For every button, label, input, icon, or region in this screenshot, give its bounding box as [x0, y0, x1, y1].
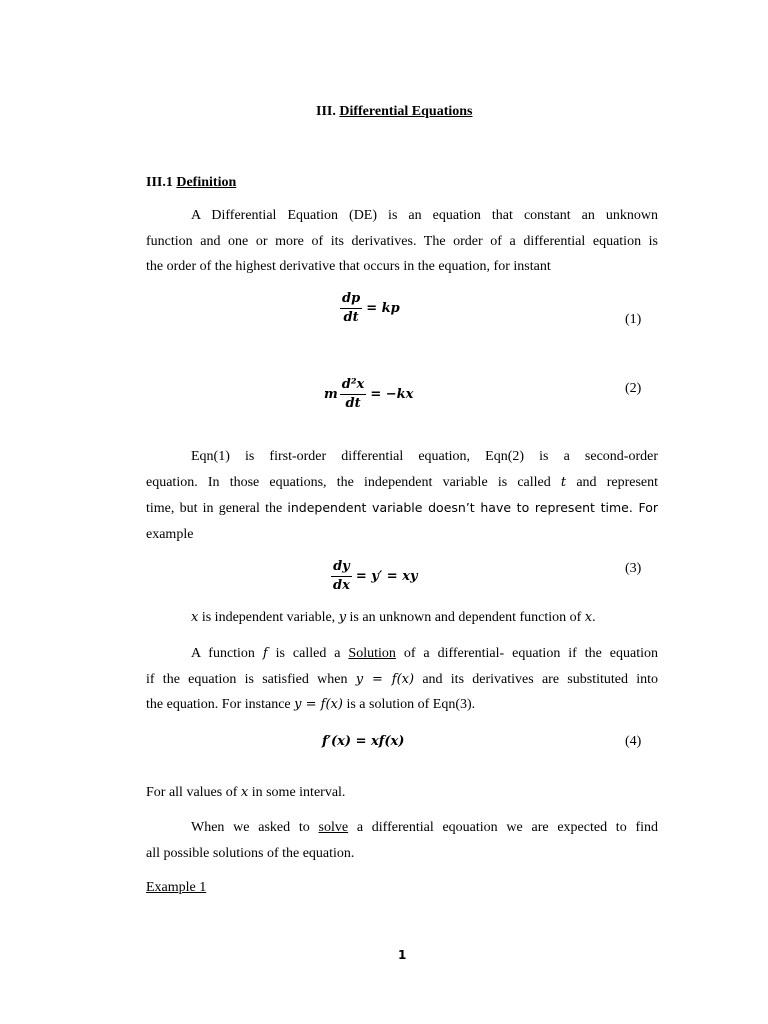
order-line-3-text-a: time, but in general the — [146, 501, 283, 516]
definition-line-3: the order of the highest derivative that occurs in the equation, for instant — [146, 259, 551, 274]
solve-line-1-text-b: a differential eqouation we are expected to find — [356, 820, 658, 835]
equation-4-label: (4) — [625, 734, 642, 749]
equation-1-fraction — [340, 292, 362, 324]
solve-line-1-text-a: When we asked to — [191, 820, 310, 835]
equation-4-expr: f′(x) = xf(x) — [322, 734, 405, 749]
variable-x-2: x — [584, 610, 593, 625]
order-line-2 — [146, 470, 658, 496]
page-number: 1 — [398, 948, 407, 962]
definition-line-1: A Differential Equation (DE) is an equation that constant an unknown — [191, 208, 658, 223]
variable-x: x — [191, 610, 199, 625]
variables-text-b: is an unknown and dependent function of — [349, 610, 582, 625]
equation-4 — [322, 734, 404, 749]
equation-1-label: (1) — [625, 312, 642, 327]
equation-2-label: (2) — [625, 381, 642, 396]
equation-3-numerator: dy — [331, 560, 352, 577]
equation-3-rhs: = y′ = xy — [355, 568, 418, 584]
section-number: III.1 — [146, 175, 173, 190]
equation-2-fraction — [340, 378, 367, 410]
solve-paragraph — [146, 815, 658, 866]
equation-2 — [324, 378, 413, 410]
variables-line — [146, 605, 658, 631]
equation-2-numerator: d²x — [340, 378, 367, 395]
solution-expr-2: y = f(x) — [294, 697, 343, 712]
solution-line-1-text-b: is called a — [275, 646, 341, 661]
order-line-2-text-a: equation. In those equations, the independent variable is called — [146, 474, 551, 490]
solution-line-3-text-a: the equation. For instance — [146, 697, 291, 712]
variable-t: t — [560, 474, 567, 490]
solution-expr-1: y = f(x) — [355, 671, 415, 687]
solution-paragraph — [146, 641, 658, 718]
title-main: Differential Equations — [339, 104, 473, 119]
function-f: f — [262, 646, 268, 661]
section-name: Definition — [176, 175, 237, 190]
solution-line-2 — [146, 667, 658, 693]
solution-line-1-text-a: A function — [191, 646, 255, 661]
document-title — [316, 105, 473, 119]
equation-1-rhs: = kp — [366, 300, 400, 316]
definition-line-2: function and one or more of its derivatives. The order of a differential equation is — [146, 233, 658, 249]
equation-2-rhs: = −kx — [370, 386, 414, 402]
equation-2-denominator: dt — [345, 395, 361, 411]
equation-1 — [338, 292, 400, 324]
order-line-3-text-b: independent variable doesn’t have to represent time. For — [287, 500, 659, 515]
interval-text-b: in some interval. — [251, 785, 346, 800]
order-paragraph — [146, 444, 658, 547]
variables-text-c: . — [592, 610, 596, 625]
solution-term: Solution — [348, 646, 396, 661]
interval-variable-x: x — [240, 785, 249, 800]
section-heading — [146, 176, 236, 190]
order-line-1: Eqn(1) is first-order differential equation, Eqn(2) is a second-order — [191, 449, 658, 464]
order-line-4: example — [146, 526, 194, 542]
solve-term: solve — [318, 820, 349, 835]
order-line-2-text-b: and represent — [576, 474, 659, 490]
solution-line-3-text-b: is a solution of Eqn(3). — [346, 697, 476, 712]
equation-3-fraction — [331, 560, 352, 592]
interval-sentence — [146, 786, 345, 800]
solve-line-2: all possible solutions of the equation. — [146, 845, 355, 861]
variables-paragraph — [146, 605, 658, 631]
title-prefix: III. — [316, 104, 336, 119]
variables-text-a: is independent variable, — [201, 610, 336, 625]
equation-3-label: (3) — [625, 561, 642, 576]
equation-2-lhs: m — [324, 386, 338, 402]
equation-3-denominator: dx — [333, 577, 350, 593]
interval-text-a: For all values of — [146, 785, 238, 800]
example-heading: Example 1 — [146, 880, 207, 895]
solution-line-1 — [146, 641, 658, 667]
solution-line-2-text-a: if the equation is satisfied when — [146, 671, 348, 687]
order-line-3 — [146, 495, 658, 522]
solve-line-1 — [146, 815, 658, 841]
solution-line-3 — [146, 692, 658, 718]
equation-1-numerator: dp — [340, 292, 362, 309]
variable-y: y — [338, 610, 347, 625]
solution-line-1-text-c: of a differential- equation if the equation — [403, 646, 658, 661]
definition-paragraph — [146, 203, 658, 280]
solution-line-2-text-b: and its derivatives are substituted into — [422, 671, 659, 687]
equation-3 — [329, 560, 418, 592]
equation-1-denominator: dt — [343, 309, 359, 325]
